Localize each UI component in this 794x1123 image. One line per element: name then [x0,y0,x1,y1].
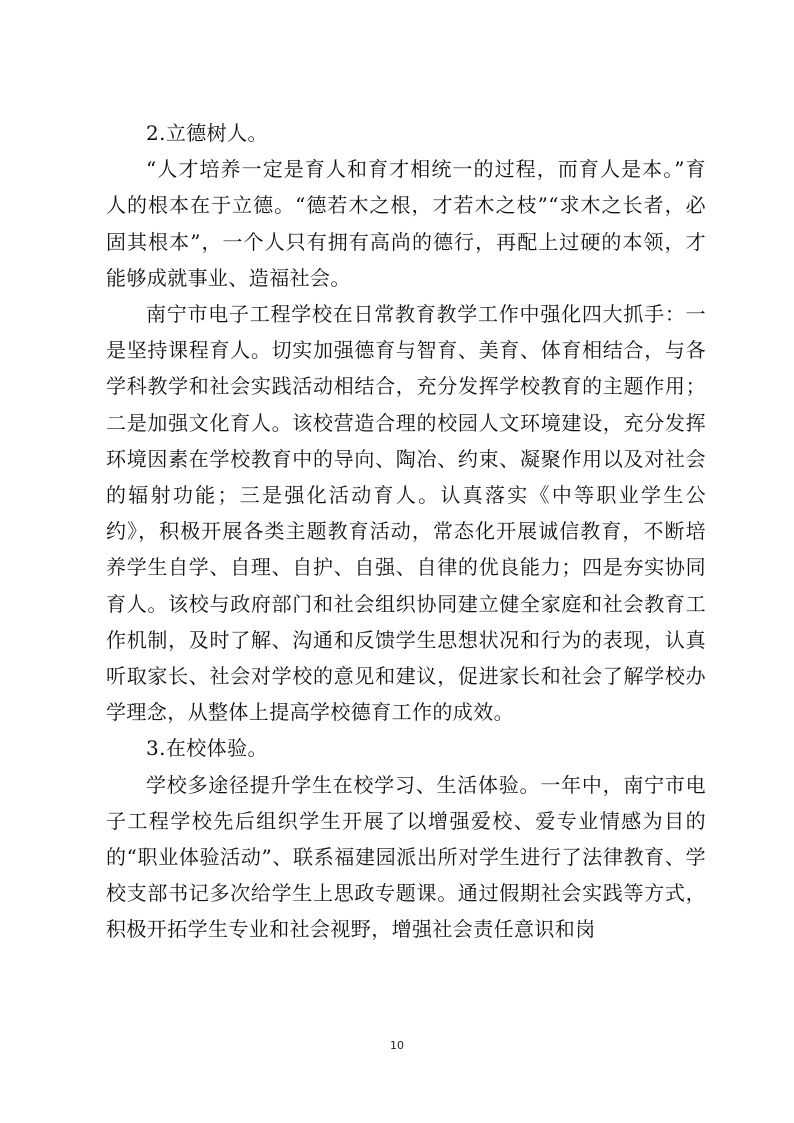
page-body [106,115,706,948]
section-heading-lide-shuren: 2.立德树人。 [146,121,268,145]
page-number: 10 [390,1039,404,1052]
section-heading-campus-experience: 3.在校体验。 [146,736,268,761]
paragraph-four-approaches: 南宁市电子工程学校在日常教育教学工作中强化四大抓手：一是坚持课程育人。切实加强德育与智育、美育、体育相结合，与各学科教学和社会实践活动相结合，充分发挥学校教育的主题作用；二是加强文化育人。该校营造合理的校园人文环境建设，充分发挥环境因素在学校教育中的导向、陶冶、约束、凝聚作用以及对社会的辐射功能；三是强化活动育人。认真落实《中等职业学生公约》，积极开展各类主题教育活动，常态化开展诚信教育，不断培养学生自学、自理、自护、自强、自律的优良能力；四是夯实协同育人。该校与政府部门和社会组织协同建立健全家庭和社会教育工作机制，及时了解、沟通和反馈学生思想状况和行为的表现，认真听取家长、社会对学校的意见和建议，促进家长和社会了解学校办学理念，从整体上提高学校德育工作的成效。 [106,302,706,725]
paragraph-quote-intro: “人才培养一定是育人和育才相统一的过程，而育人是本。”育人的根本在于立德。“德若木之根，才若木之枝”“求木之长者，必固其根本”，一个人只有拥有高尚的德行，再配上过硬的本领，才能够成就事业、造福社会。 [106,157,706,290]
paragraph-campus-experience: 学校多途径提升学生在校学习、生活体验。一年中，南宁市电子工程学校先后组织学生开展了以增强爱校、爱专业情感为目的的“职业体验活动”、联系福建园派出所对学生进行了法律教育、学校支部书记多次给学生上思政专题课。通过假期社会实践等方式，积极开拓学生专业和社会视野，增强社会责任意识和岗 [106,772,706,942]
